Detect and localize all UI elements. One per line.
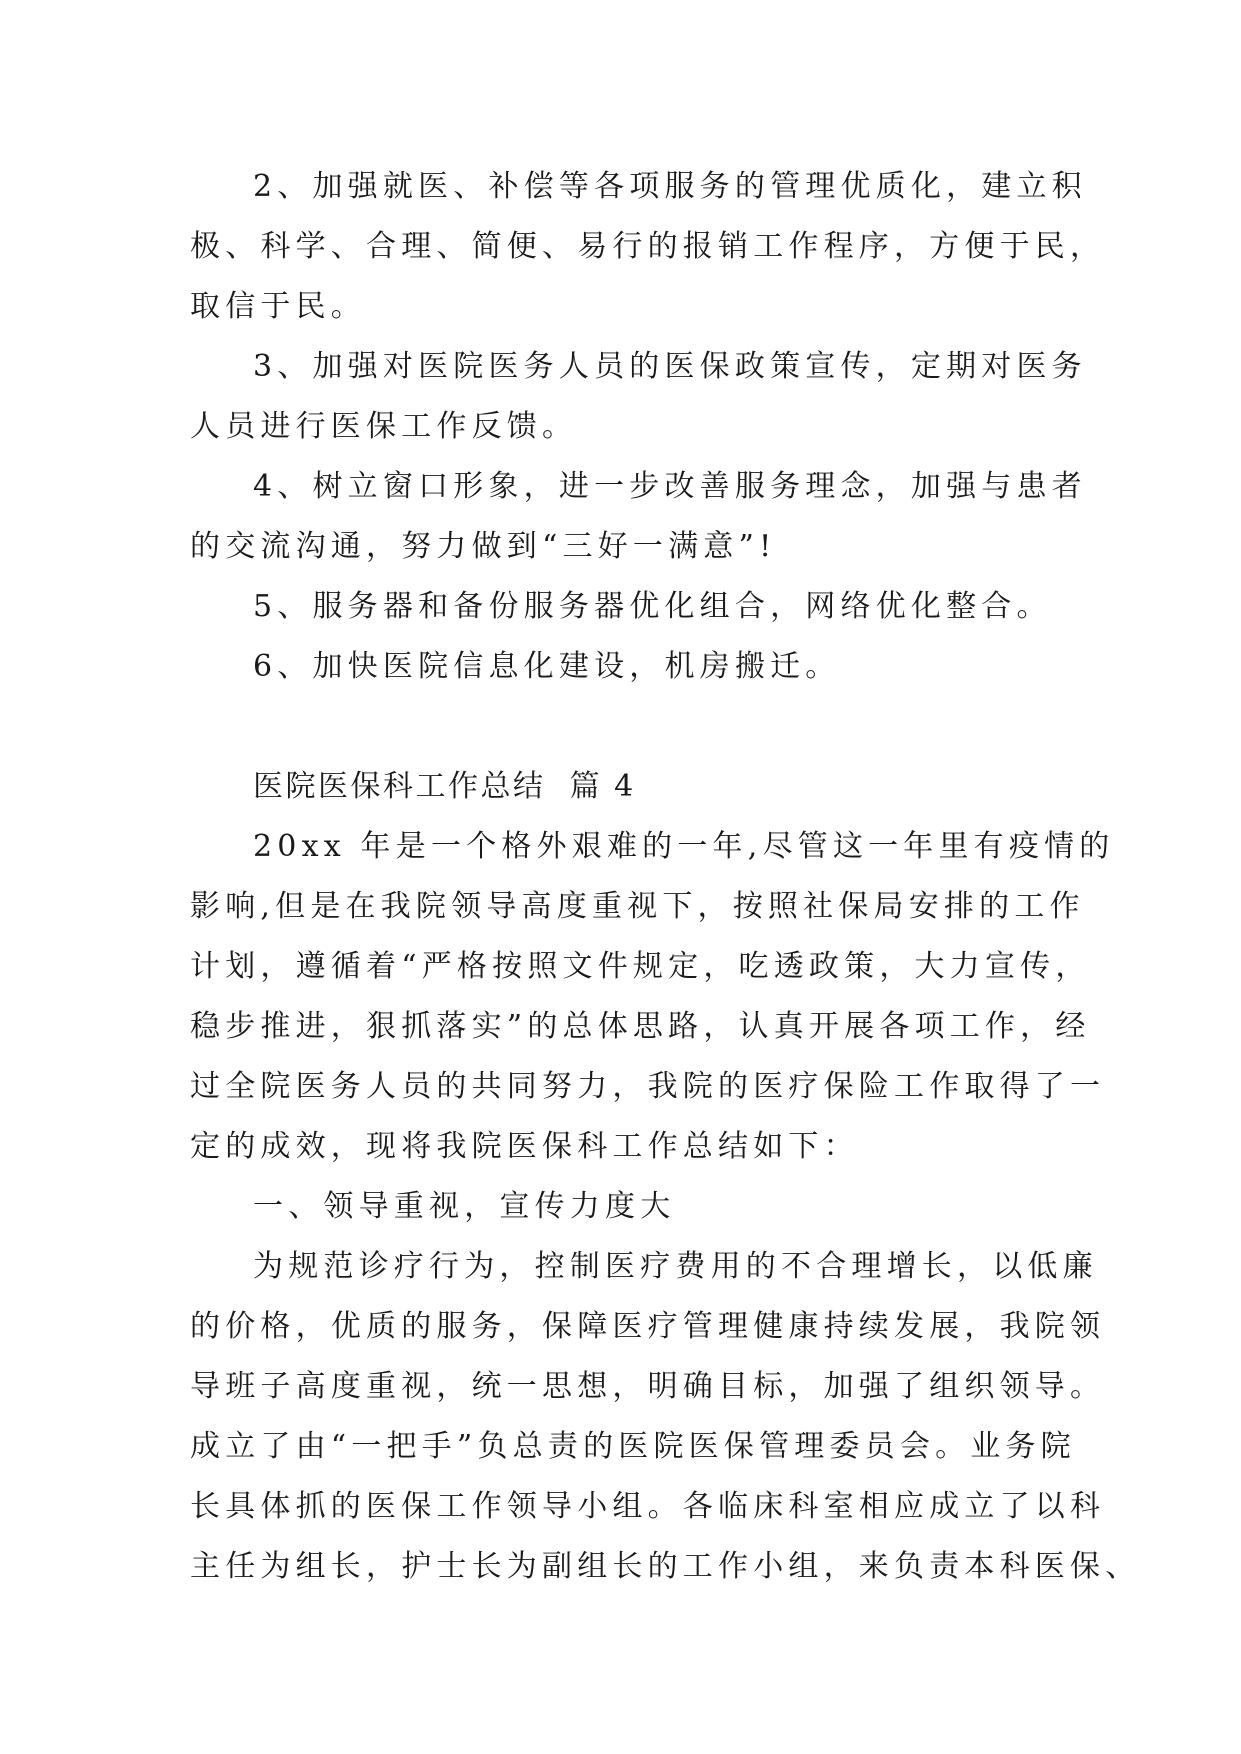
intro-line-4: 稳步推进，狠抓落实”的总体思路，认真开展各项工作，经 — [190, 1009, 1091, 1044]
list-item-2-line-2: 极、科学、合理、简便、易行的报销工作程序，方便于民， — [190, 229, 1106, 264]
intro-line-1: 20xx 年是一个格外艰难的一年,尽管这一年里有疫情的 — [253, 829, 1115, 864]
intro-line-3: 计划，遵循着“严格按照文件规定，吃透政策，大力宣传， — [190, 949, 1091, 984]
paragraph-1-line-2: 的价格，优质的服务，保障医疗管理健康持续发展，我院领 — [190, 1309, 1106, 1344]
paragraph-1-line-3: 导班子高度重视，统一思想，明确目标，加强了组织领导。 — [190, 1369, 1106, 1404]
list-item-2-line-3: 取信于民。 — [190, 289, 366, 324]
list-item-2-line-1: 2、加强就医、补偿等各项服务的管理优质化，建立积 — [253, 169, 1087, 204]
paragraph-1-line-1: 为规范诊疗行为，控制医疗费用的不合理增长，以低廉 — [253, 1249, 1098, 1284]
paragraph-1-line-5: 长具体抓的医保工作领导小组。各临床科室相应成立了以科 — [190, 1489, 1106, 1524]
heading-1: 一、领导重视，宣传力度大 — [253, 1189, 676, 1224]
intro-line-2: 影响,但是在我院领导高度重视下，按照社保局安排的工作 — [190, 889, 1085, 924]
paragraph-1-line-6: 主任为组长，护士长为副组长的工作小组，来负责本科医保、 — [190, 1549, 1141, 1584]
paragraph-1-line-4: 成立了由“一把手”负总责的医院医保管理委员会。业务院 — [190, 1429, 1076, 1464]
intro-line-6: 定的成效，现将我院医保科工作总结如下： — [190, 1129, 859, 1164]
list-item-3-line-1: 3、加强对医院医务人员的医保政策宣传，定期对医务 — [253, 349, 1087, 384]
list-item-3-line-2: 人员进行医保工作反馈。 — [190, 409, 578, 444]
intro-line-5: 过全院医务人员的共同努力，我院的医疗保险工作取得了一 — [190, 1069, 1106, 1104]
list-item-6-line-1: 6、加快医院信息化建设，机房搬迁。 — [253, 649, 841, 684]
list-item-5-line-1: 5、服务器和备份服务器优化组合，网络优化整合。 — [253, 589, 1052, 624]
section-title: 医院医保科工作总结 篇 4 — [253, 769, 636, 804]
list-item-4-line-1: 4、树立窗口形象，进一步改善服务理念，加强与患者 — [253, 469, 1087, 504]
list-item-4-line-2: 的交流沟通，努力做到“三好一满意”! — [190, 529, 777, 564]
